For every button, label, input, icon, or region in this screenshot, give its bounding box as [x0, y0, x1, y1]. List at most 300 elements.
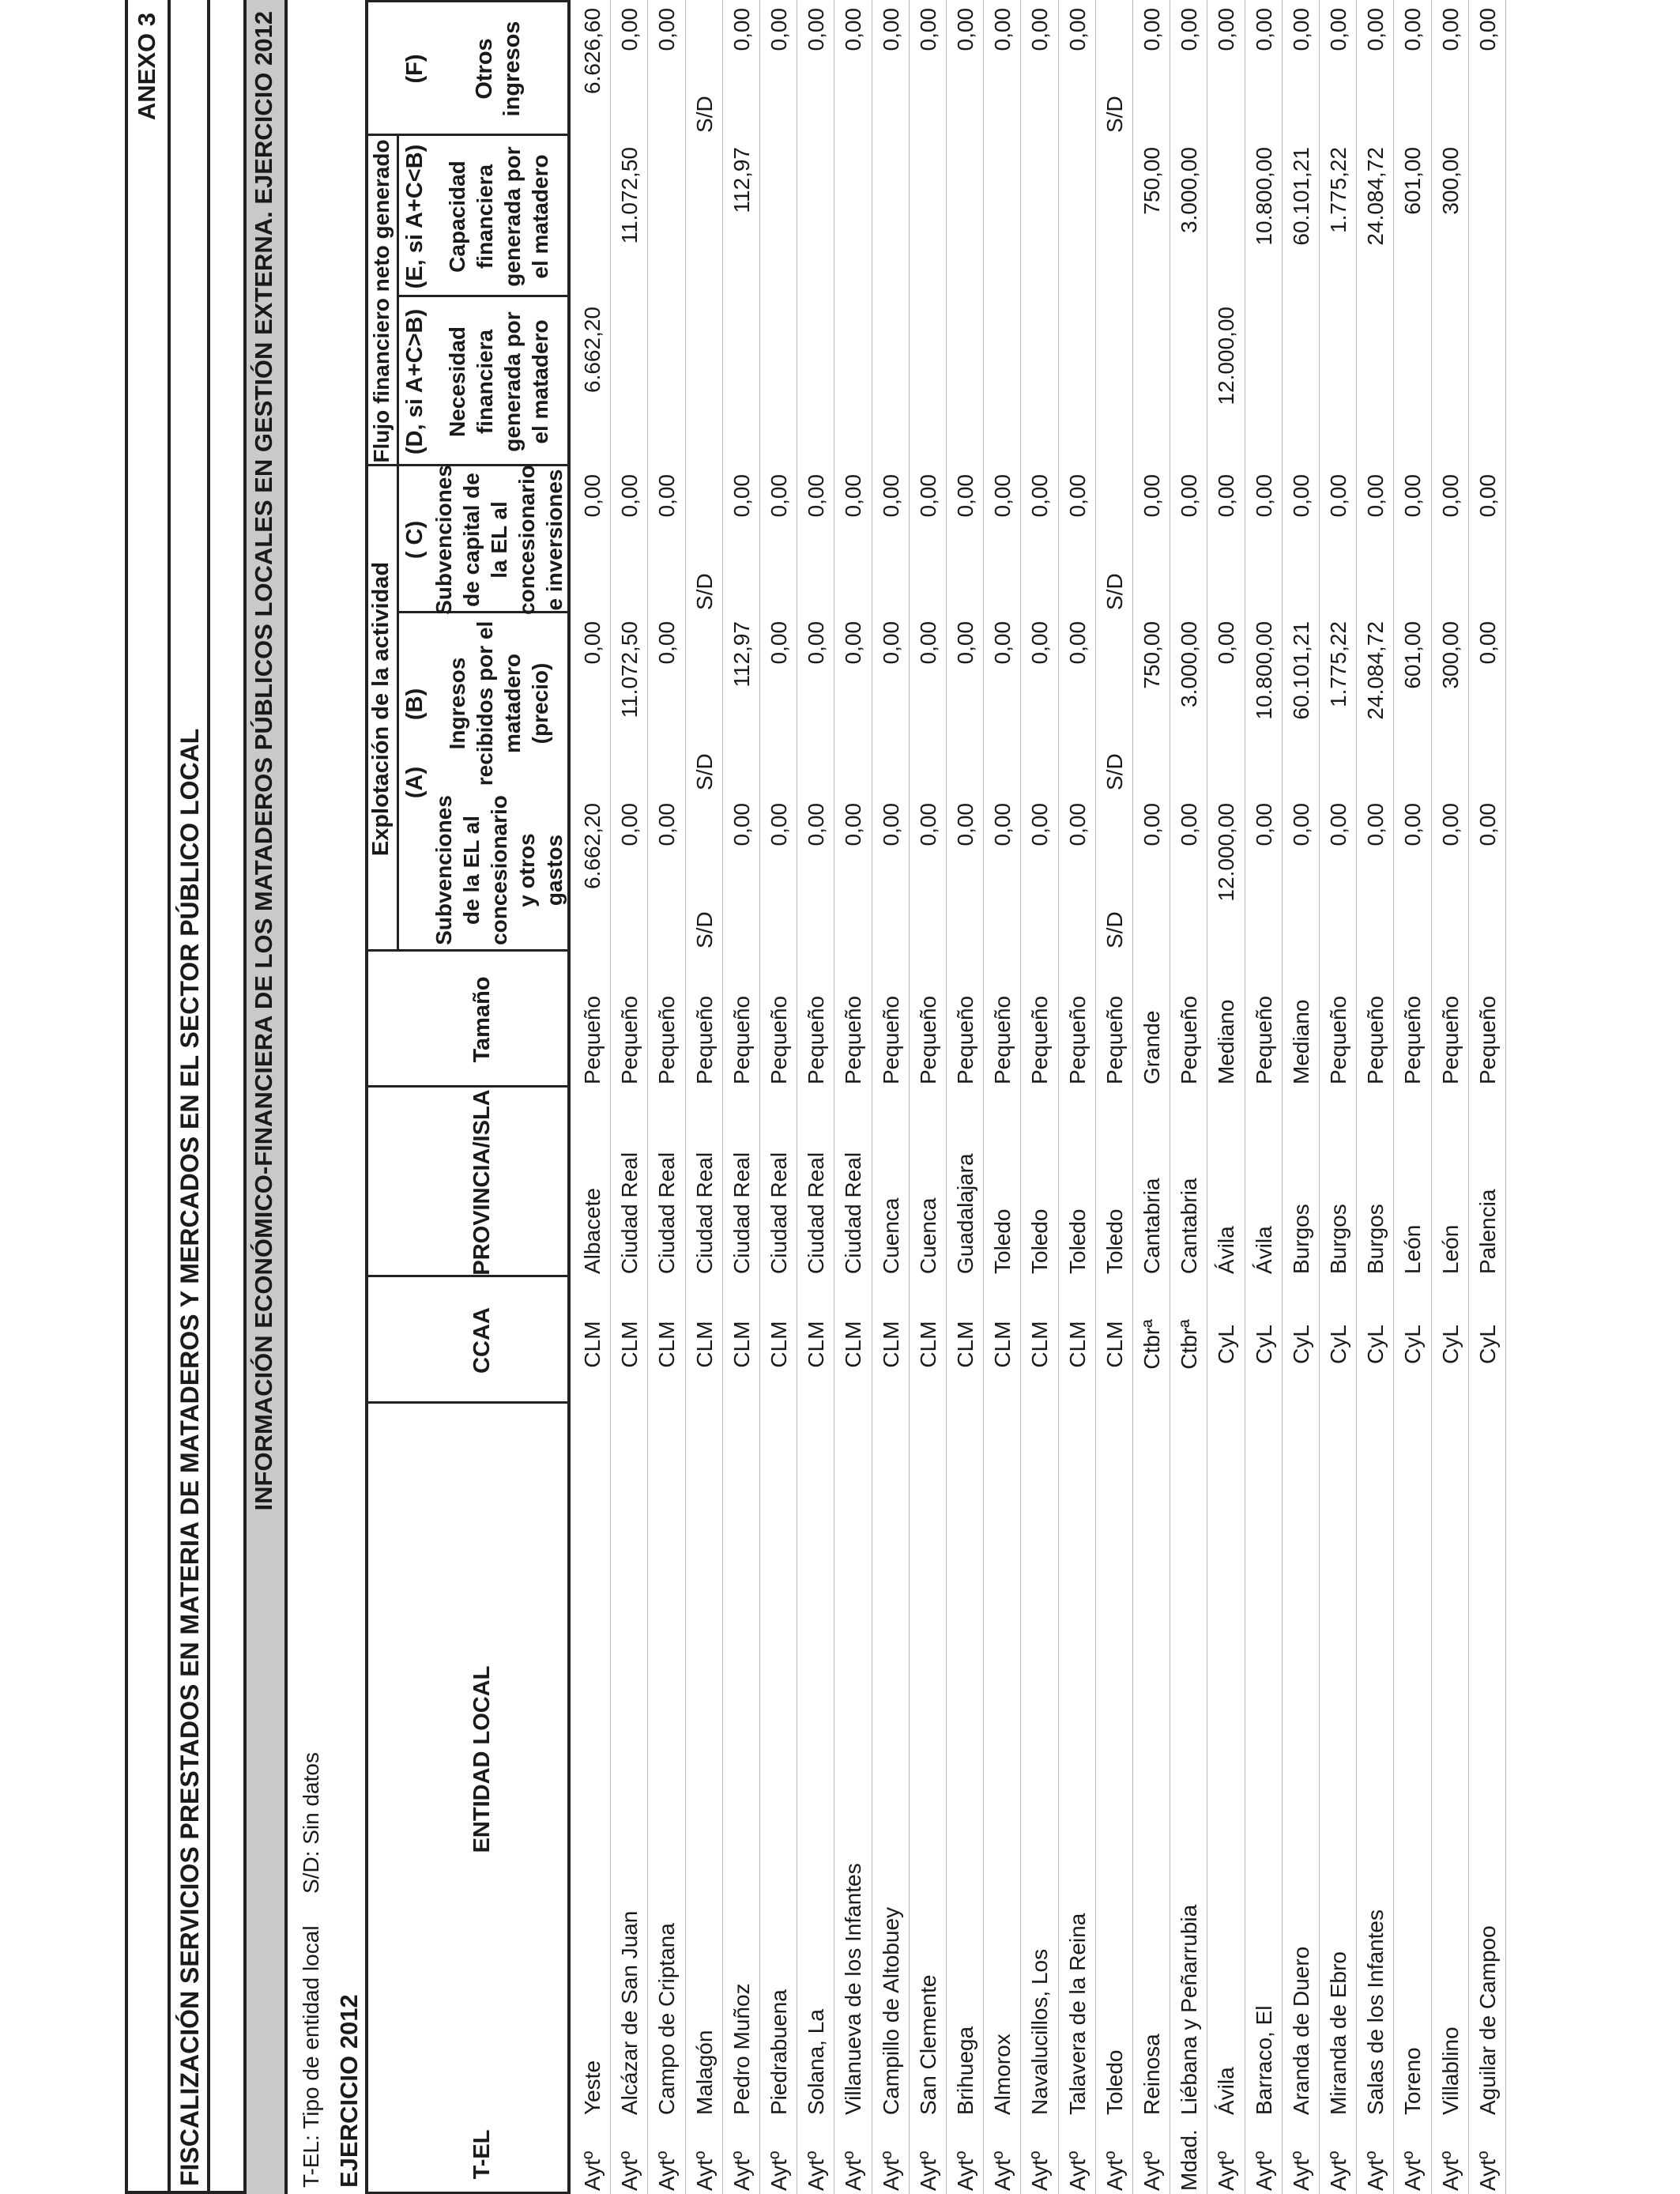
- cell-e: 601,00: [1400, 147, 1426, 215]
- cell-a: 0,00: [1326, 803, 1350, 846]
- cell-b: 0,00: [953, 621, 977, 665]
- cell-d: [1170, 307, 1207, 465]
- divider: [168, 0, 171, 2194]
- cell-b: 11.072,50: [617, 621, 642, 718]
- cell-ccaa: CLM: [617, 1321, 642, 1368]
- cell-b: 0,00: [841, 621, 866, 665]
- cell-e: [574, 147, 611, 296]
- cell-d: [1432, 307, 1469, 465]
- cell-ccaa: CyL: [1475, 1325, 1500, 1364]
- cell-provincia: Ciudad Real: [841, 1152, 866, 1274]
- cell-ccaa: CLM: [804, 1321, 829, 1368]
- cell-d: [648, 307, 685, 465]
- cell-e: 60.101,21: [1288, 147, 1313, 246]
- cell-provincia: Toledo: [1027, 1208, 1053, 1274]
- cell-c: 0,00: [617, 474, 642, 518]
- table-row: [1170, 0, 1207, 2194]
- cell-tel: Aytº: [1251, 2151, 1276, 2191]
- table-row: [1432, 0, 1469, 2194]
- cell-e: [686, 147, 723, 296]
- cell-tamano: Pequeño: [1400, 995, 1426, 1084]
- header-b-label: Ingresos recibidos por el matadero (precio): [445, 620, 552, 786]
- cell-ccaa: CLM: [915, 1321, 940, 1368]
- cell-c: 0,00: [1139, 474, 1164, 518]
- cell-e: 10.800,00: [1251, 147, 1276, 246]
- table-row: [760, 0, 797, 2194]
- cell-ccaa: CyL: [1437, 1325, 1463, 1364]
- cell-d: [611, 307, 648, 465]
- cell-provincia: Ávila: [1251, 1226, 1276, 1274]
- cell-c: 0,00: [1064, 474, 1090, 518]
- group-explotacion: Explotación de la actividad: [367, 561, 394, 857]
- header-provincia: PROVINCIA/ISLA: [469, 1089, 495, 1276]
- cell-b: 300,00: [1437, 621, 1463, 689]
- cell-tel: Aytº: [915, 2151, 940, 2191]
- cell-b: 0,00: [580, 621, 605, 665]
- cell-c: 0,00: [1363, 474, 1388, 518]
- cell-b: S/D: [691, 753, 717, 790]
- cell-provincia: Ciudad Real: [654, 1152, 680, 1274]
- table-row: [1469, 0, 1506, 2194]
- cell-c: 0,00: [878, 474, 903, 518]
- cell-ccaa: CyL: [1214, 1325, 1239, 1364]
- cell-a: 0,00: [1288, 803, 1313, 846]
- cell-a: 0,00: [767, 803, 791, 846]
- cell-c: 0,00: [654, 474, 680, 518]
- table-row: [1059, 0, 1096, 2194]
- cell-d: [686, 307, 723, 465]
- header-tamano: Tamaño: [469, 976, 495, 1063]
- cell-f: 0,00: [990, 8, 1015, 51]
- cell-e: [947, 147, 984, 296]
- cell-entidad: Pedro Muñoz: [729, 1983, 754, 2115]
- cell-e: [797, 147, 834, 296]
- annex-label: ANEXO 3: [133, 13, 160, 121]
- header-e-code: (E, si A+C<B): [401, 144, 428, 289]
- cell-tel: Aytº: [878, 2151, 903, 2191]
- cell-c: 0,00: [990, 474, 1015, 518]
- table-row: [648, 0, 685, 2194]
- table-row: [723, 0, 760, 2194]
- cell-ccaa: CLM: [1102, 1321, 1127, 1368]
- cell-e: 1.775,22: [1326, 147, 1350, 233]
- main-title: FISCALIZACIÓN SERVICIOS PRESTADOS EN MATERIA DE MATADEROS Y MERCADOS EN EL SECTOR PÚBLICO LOCAL: [175, 728, 204, 2186]
- header-a-code: (A): [401, 766, 428, 799]
- cell-tel: Aytº: [729, 2151, 754, 2191]
- cell-b: 0,00: [1027, 621, 1053, 665]
- cell-tamano: Mediano: [1288, 999, 1313, 1084]
- cell-b: 0,00: [767, 621, 791, 665]
- cell-e: 300,00: [1437, 147, 1463, 215]
- cell-c: 0,00: [767, 474, 791, 518]
- cell-d: [984, 307, 1021, 465]
- cell-f: 0,00: [1288, 8, 1313, 51]
- table-row: [797, 0, 834, 2194]
- cell-provincia: Burgos: [1363, 1204, 1388, 1274]
- cell-e: [984, 147, 1021, 296]
- cell-f: 0,00: [617, 8, 642, 51]
- cell-provincia: Toledo: [1102, 1208, 1127, 1274]
- cell-provincia: Burgos: [1288, 1204, 1313, 1274]
- cell-tamano: Mediano: [1214, 999, 1239, 1084]
- cell-f: 0,00: [841, 8, 866, 51]
- cell-ccaa: CLM: [580, 1321, 605, 1368]
- cell-d: [1394, 307, 1431, 465]
- cell-a: 0,00: [915, 803, 940, 846]
- cell-c: 0,00: [1214, 474, 1239, 518]
- header-f-code: (F): [401, 54, 428, 84]
- legend-tel: T-EL: Tipo de entidad local: [299, 1925, 323, 2188]
- cell-a: 0,00: [1027, 803, 1053, 846]
- cell-entidad: Villablino: [1437, 2026, 1463, 2115]
- cell-d: [947, 307, 984, 465]
- cell-c: 0,00: [1177, 474, 1202, 518]
- cell-e: 112,97: [729, 147, 754, 213]
- cell-d: [1320, 307, 1357, 465]
- table-row: [984, 0, 1021, 2194]
- cell-a: 0,00: [617, 803, 642, 846]
- cell-tamano: Pequeño: [915, 995, 940, 1084]
- cell-e: [834, 147, 872, 296]
- table-row: [1394, 0, 1431, 2194]
- header-e-label: Capacidad financiera generada por el matadero: [445, 146, 552, 287]
- cell-ccaa: CLM: [841, 1321, 866, 1368]
- cell-tel: Aytº: [691, 2151, 717, 2191]
- cell-b: 601,00: [1400, 621, 1426, 689]
- table-row: [1245, 0, 1283, 2194]
- cell-ccaa: Ctbrª: [1139, 1319, 1164, 1370]
- cell-provincia: Cantabria: [1139, 1178, 1164, 1274]
- table-row: [686, 0, 723, 2194]
- cell-d: [1133, 307, 1170, 465]
- cell-tel: Aytº: [1214, 2151, 1239, 2191]
- cell-tel: Aytº: [580, 2151, 605, 2191]
- cell-e: [648, 147, 685, 296]
- cell-entidad: Aguilar de Campoo: [1475, 1925, 1500, 2115]
- cell-b: 750,00: [1139, 621, 1164, 689]
- table-row: [574, 0, 611, 2194]
- header-f-label: Otros ingresos: [472, 21, 525, 117]
- cell-c: 0,00: [729, 474, 754, 518]
- cell-d: [797, 307, 834, 465]
- column-header: [365, 0, 571, 2194]
- cell-tamano: Grande: [1139, 1010, 1164, 1084]
- col-sep: [365, 0, 571, 2]
- cell-d: [1357, 307, 1394, 465]
- cell-a: 0,00: [990, 803, 1015, 846]
- header-ccaa: CCAA: [469, 1307, 495, 1374]
- cell-ccaa: CLM: [990, 1321, 1015, 1368]
- cell-tel: Aytº: [953, 2151, 977, 2191]
- cell-d: [1469, 307, 1506, 465]
- cell-d: [910, 307, 947, 465]
- cell-ccaa: CLM: [1027, 1321, 1053, 1368]
- cell-b: 60.101,21: [1288, 621, 1313, 720]
- cell-e: 24.084,72: [1363, 147, 1388, 246]
- cell-c: 0,00: [1288, 474, 1313, 518]
- table-row: [1283, 0, 1320, 2194]
- table-row: [611, 0, 648, 2194]
- cell-ccaa: CLM: [691, 1321, 717, 1368]
- table-row: [872, 0, 910, 2194]
- cell-a: S/D: [1102, 911, 1127, 948]
- table-row: [834, 0, 872, 2194]
- cell-tel: Aytº: [617, 2151, 642, 2191]
- cell-d: [834, 307, 872, 465]
- cell-provincia: Ciudad Real: [804, 1152, 829, 1274]
- cell-c: 0,00: [841, 474, 866, 518]
- header-entidad: ENTIDAD LOCAL: [469, 1665, 495, 1853]
- cell-entidad: Malagón: [691, 2030, 717, 2115]
- cell-entidad: Piedrabuena: [767, 1989, 791, 2115]
- header-c-code: ( C): [401, 520, 428, 560]
- cell-tamano: Pequeño: [841, 995, 866, 1084]
- cell-entidad: Solana, La: [804, 2009, 829, 2115]
- cell-d: [1283, 307, 1320, 465]
- cell-tel: Aytº: [1027, 2151, 1053, 2191]
- cell-f: 0,00: [1214, 8, 1239, 51]
- cell-d: [1245, 307, 1283, 465]
- cell-e: [910, 147, 947, 296]
- cell-f: 0,00: [1177, 8, 1202, 51]
- cell-tamano: Pequeño: [804, 995, 829, 1084]
- cell-provincia: Ciudad Real: [729, 1152, 754, 1274]
- cell-entidad: Campillo de Altobuey: [878, 1906, 903, 2115]
- cell-tamano: Pequeño: [953, 995, 977, 1084]
- cell-provincia: Ciudad Real: [767, 1152, 791, 1274]
- cell-tamano: Pequeño: [729, 995, 754, 1084]
- cell-c: 0,00: [1400, 474, 1426, 518]
- cell-c: 0,00: [953, 474, 977, 518]
- cell-tel: Aytº: [841, 2151, 866, 2191]
- cell-f: 0,00: [1139, 8, 1164, 51]
- cell-f: S/D: [1102, 96, 1127, 133]
- cell-ccaa: Ctbrª: [1177, 1319, 1202, 1370]
- cell-ccaa: CLM: [953, 1321, 977, 1368]
- cell-ccaa: CLM: [1064, 1321, 1090, 1368]
- cell-a: 0,00: [1475, 803, 1500, 846]
- cell-c: 0,00: [1475, 474, 1500, 518]
- table-row: [1133, 0, 1170, 2194]
- cell-ccaa: CLM: [767, 1321, 791, 1368]
- cell-provincia: Toledo: [990, 1208, 1015, 1274]
- cell-tel: Aytº: [1326, 2151, 1350, 2191]
- cell-provincia: Cantabria: [1177, 1178, 1202, 1274]
- cell-f: 0,00: [654, 8, 680, 51]
- header-d-code: (D, si A+C>B): [401, 308, 428, 455]
- cell-tamano: Pequeño: [878, 995, 903, 1084]
- cell-b: 0,00: [654, 621, 680, 665]
- cell-c: 0,00: [1251, 474, 1276, 518]
- cell-a: S/D: [691, 911, 717, 948]
- cell-provincia: Burgos: [1326, 1204, 1350, 1274]
- cell-provincia: León: [1437, 1224, 1463, 1274]
- cell-tel: Aytº: [804, 2151, 829, 2191]
- cell-e: 11.072,50: [617, 147, 642, 244]
- cell-b: 0,00: [915, 621, 940, 665]
- header-a-label: Subvenciones de la EL al concesionario y otros gastos: [431, 795, 567, 945]
- table-row: [947, 0, 984, 2194]
- cell-f: 6.626,60: [580, 8, 605, 94]
- cell-entidad: Navalucillos, Los: [1027, 1948, 1053, 2115]
- cell-tamano: Pequeño: [1437, 995, 1463, 1084]
- section-title: INFORMACIÓN ECONÓMICO-FINANCIERA DE LOS MATADEROS PÚBLICOS LOCALES EN GESTIÓN EXTERNA. EJERCICIO 2012: [250, 11, 277, 1511]
- cell-d: [1021, 307, 1058, 465]
- cell-c: 0,00: [1027, 474, 1053, 518]
- cell-b: 0,00: [1064, 621, 1090, 665]
- cell-provincia: Cuenca: [878, 1197, 903, 1274]
- cell-f: 0,00: [953, 8, 977, 51]
- cell-c: 0,00: [915, 474, 940, 518]
- cell-a: 0,00: [654, 803, 680, 846]
- cell-tel: Aytº: [654, 2151, 680, 2191]
- cell-tel: Aytº: [1139, 2151, 1164, 2191]
- cell-ccaa: CyL: [1326, 1325, 1350, 1364]
- cell-tamano: Pequeño: [1475, 995, 1500, 1084]
- cell-ccaa: CLM: [654, 1321, 680, 1368]
- cell-ccaa: CyL: [1251, 1325, 1276, 1364]
- cell-c: 0,00: [1326, 474, 1350, 518]
- cell-entidad: Miranda de Ebro: [1326, 1951, 1350, 2115]
- year-label: EJERCICIO 2012: [335, 1994, 363, 2188]
- cell-tel: Aytº: [1363, 2151, 1388, 2191]
- cell-b: 112,97: [729, 621, 754, 688]
- cell-tel: Aytº: [1102, 2151, 1127, 2191]
- header-bottom: [567, 0, 571, 2194]
- cell-d: [1059, 307, 1096, 465]
- cell-ccaa: CLM: [878, 1321, 903, 1368]
- cell-f: 0,00: [915, 8, 940, 51]
- cell-tel: Mdad.: [1177, 2129, 1202, 2191]
- cell-entidad: Aranda de Duero: [1288, 1946, 1313, 2115]
- cell-provincia: Ávila: [1214, 1226, 1239, 1274]
- cell-b: 10.800,00: [1251, 621, 1276, 720]
- row-separator: [1505, 0, 1506, 2194]
- cell-f: 0,00: [1027, 8, 1053, 51]
- cell-a: 0,00: [1177, 803, 1202, 846]
- cell-a: 0,00: [1251, 803, 1276, 846]
- cell-tel: Aytº: [1475, 2151, 1500, 2191]
- cell-c: 0,00: [580, 474, 605, 518]
- cell-tel: Aytº: [1064, 2151, 1090, 2191]
- cell-provincia: Cuenca: [915, 1197, 940, 1274]
- cell-entidad: Talavera de la Reina: [1064, 1913, 1090, 2115]
- cell-tamano: Pequeño: [580, 995, 605, 1084]
- cell-entidad: San Clemente: [915, 1974, 940, 2115]
- cell-ccaa: CyL: [1400, 1325, 1426, 1364]
- cell-entidad: Toledo: [1102, 2049, 1127, 2115]
- cell-entidad: Toreno: [1400, 2047, 1426, 2115]
- cell-e: [1207, 147, 1245, 296]
- group-sep: [397, 136, 399, 952]
- header-tel: T-EL: [469, 2129, 495, 2180]
- cell-provincia: Guadalajara: [953, 1153, 977, 1274]
- cell-f: 0,00: [1363, 8, 1388, 51]
- cell-tamano: Pequeño: [990, 995, 1015, 1084]
- cell-c: 0,00: [804, 474, 829, 518]
- cell-b: 0,00: [990, 621, 1015, 665]
- cell-d: [723, 307, 760, 465]
- cell-b: 1.775,22: [1326, 621, 1350, 707]
- cell-tel: Aytº: [990, 2151, 1015, 2191]
- cell-tel: Aytº: [767, 2151, 791, 2191]
- cell-tamano: Pequeño: [1251, 995, 1276, 1084]
- cell-tamano: Pequeño: [654, 995, 680, 1084]
- cell-b: 3.000,00: [1177, 621, 1202, 707]
- cell-e: 750,00: [1139, 147, 1164, 215]
- cell-entidad: Barraco, El: [1251, 2005, 1276, 2115]
- cell-a: 0,00: [953, 803, 977, 846]
- cell-f: 0,00: [1251, 8, 1276, 51]
- cell-a: 0,00: [1139, 803, 1164, 846]
- cell-b: S/D: [1102, 753, 1127, 790]
- cell-e: [872, 147, 910, 296]
- cell-b: 0,00: [1214, 621, 1239, 665]
- cell-entidad: Brihuega: [953, 2026, 977, 2115]
- divider: [207, 0, 210, 2194]
- cell-d: 6.662,20: [580, 307, 605, 393]
- table-row: [1320, 0, 1357, 2194]
- cell-entidad: Almorox: [990, 2034, 1015, 2115]
- cell-b: 0,00: [804, 621, 829, 665]
- table-row: [1207, 0, 1245, 2194]
- cell-f: 0,00: [767, 8, 791, 51]
- cell-a: 0,00: [729, 803, 754, 846]
- cell-a: 0,00: [1363, 803, 1388, 846]
- cell-ccaa: CyL: [1288, 1325, 1313, 1364]
- cell-tel: Aytº: [1400, 2151, 1426, 2191]
- cell-tamano: Pequeño: [617, 995, 642, 1084]
- cell-entidad: Ávila: [1214, 2067, 1239, 2115]
- cell-f: 0,00: [1400, 8, 1426, 51]
- cell-f: 0,00: [804, 8, 829, 51]
- cell-d: [1096, 307, 1133, 465]
- data-table: [574, 0, 1522, 2194]
- cell-f: 0,00: [1437, 8, 1463, 51]
- cell-tamano: Pequeño: [1326, 995, 1350, 1084]
- cell-c: S/D: [1102, 573, 1127, 610]
- cell-b: 0,00: [1475, 621, 1500, 665]
- cell-entidad: Yeste: [580, 2060, 605, 2115]
- cell-tamano: Pequeño: [1177, 995, 1202, 1084]
- table-row: [1096, 0, 1133, 2194]
- cell-provincia: Ciudad Real: [617, 1152, 642, 1274]
- cell-ccaa: CyL: [1363, 1325, 1388, 1364]
- table-row: [1357, 0, 1394, 2194]
- cell-a: 0,00: [841, 803, 866, 846]
- cell-a: 6.662,20: [580, 803, 605, 889]
- cell-c: S/D: [691, 573, 717, 610]
- cell-a: 0,00: [804, 803, 829, 846]
- cell-tamano: Pequeño: [1102, 995, 1127, 1084]
- cell-e: [760, 147, 797, 296]
- cell-ccaa: CLM: [729, 1321, 754, 1368]
- cell-f: 0,00: [1326, 8, 1350, 51]
- cell-f: 0,00: [878, 8, 903, 51]
- cell-a: 0,00: [878, 803, 903, 846]
- cell-tamano: Pequeño: [691, 995, 717, 1084]
- cell-tamano: Pequeño: [767, 995, 791, 1084]
- cell-entidad: Salas de los Infantes: [1363, 1909, 1388, 2115]
- table-row: [910, 0, 947, 2194]
- cell-tel: Aytº: [1437, 2151, 1463, 2191]
- cell-a: 0,00: [1400, 803, 1426, 846]
- cell-c: 0,00: [1437, 474, 1463, 518]
- cell-e: 3.000,00: [1177, 147, 1202, 233]
- cell-entidad: Alcázar de San Juan: [617, 1910, 642, 2115]
- cell-tamano: Pequeño: [1027, 995, 1053, 1084]
- cell-provincia: Palencia: [1475, 1189, 1500, 1274]
